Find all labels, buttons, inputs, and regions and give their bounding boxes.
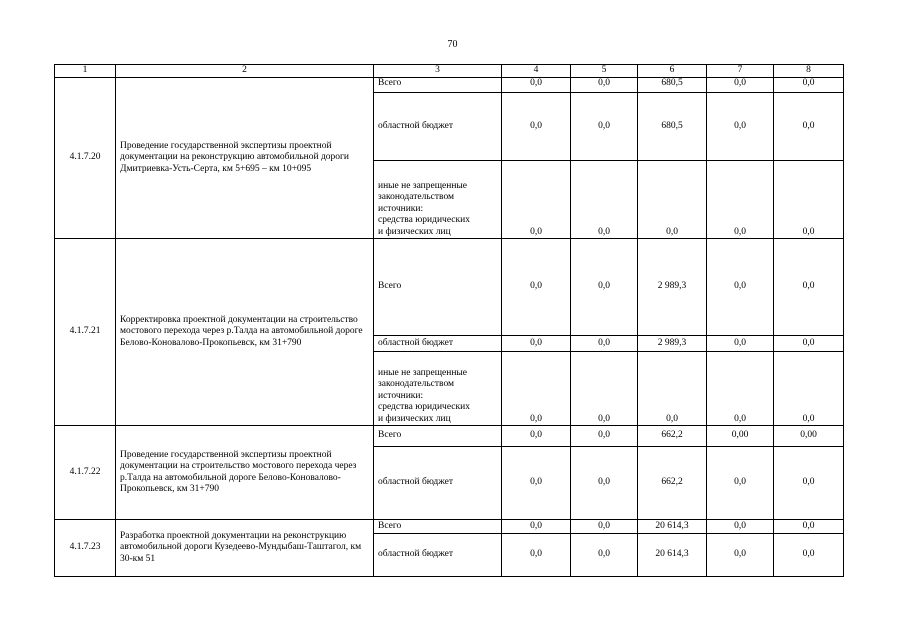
column-header: 5	[571, 65, 638, 78]
column-header: 6	[638, 65, 707, 78]
table-row	[55, 520, 844, 534]
source-line: средства юридических	[378, 402, 470, 413]
row-code: 4.1.7.23	[55, 520, 116, 577]
value-cell: 0,0	[707, 78, 774, 93]
value-cell: 0,0	[502, 426, 571, 447]
value-cell: 0,0	[502, 78, 571, 93]
value-cell: 0,0	[774, 239, 844, 336]
source-cell	[374, 93, 502, 161]
value-cell: 0,0	[571, 447, 638, 520]
source-line: и физических лиц	[378, 413, 451, 424]
column-header: 2	[116, 65, 374, 78]
value-cell: 680,5	[638, 78, 707, 93]
row-name: Проведение государственной экспертизы проектной документации на реконструкцию автомобильной дороги Дмитриевка-Усть-Серта, км 5+695 – км 10+095	[116, 78, 374, 239]
row-name: Проведение государственной экспертизы проектной документации на строительство мостового перехода через р.Талда на автомобильной дороге Белово-Коновалово-Прокопьевск, км 31+790	[116, 426, 374, 520]
value-cell: 0,0	[502, 447, 571, 520]
value-cell: 20 614,3	[638, 534, 707, 577]
table-row	[55, 426, 844, 447]
value-cell: 0,0	[774, 352, 844, 426]
value-cell: 0,0	[571, 161, 638, 239]
value-cell: 0,0	[571, 239, 638, 336]
source-line: законодательством	[378, 379, 455, 390]
column-header: 8	[774, 65, 844, 78]
value-cell: 0,0	[774, 447, 844, 520]
source-line: иные не запрещенные	[378, 181, 468, 192]
value-cell: 2 989,3	[638, 239, 707, 336]
value-cell: 0,0	[502, 93, 571, 161]
value-cell: 0,00	[774, 426, 844, 447]
table-row	[55, 78, 844, 93]
value-cell: 0,0	[774, 520, 844, 534]
row-code: 4.1.7.21	[55, 239, 116, 426]
source-cell	[374, 78, 502, 93]
value-cell: 0,0	[638, 352, 707, 426]
source-cell	[374, 239, 502, 336]
header-row	[55, 65, 844, 78]
value-cell: 0,0	[571, 336, 638, 352]
row-code: 4.1.7.20	[55, 78, 116, 239]
row-code: 4.1.7.22	[55, 426, 116, 520]
source-cell	[374, 336, 502, 352]
column-header: 4	[502, 65, 571, 78]
value-cell: 0,0	[707, 161, 774, 239]
value-cell: 20 614,3	[638, 520, 707, 534]
value-cell: 0,00	[707, 426, 774, 447]
source-line: средства юридических	[378, 215, 470, 226]
source-line: Всего	[378, 281, 402, 292]
source-cell	[374, 534, 502, 577]
value-cell: 0,0	[774, 78, 844, 93]
value-cell: 0,0	[707, 239, 774, 336]
column-header: 7	[707, 65, 774, 78]
value-cell: 662,2	[638, 426, 707, 447]
budget-table	[54, 64, 844, 577]
source-line: источники:	[378, 390, 424, 401]
source-cell	[374, 161, 502, 239]
value-cell: 680,5	[638, 93, 707, 161]
value-cell: 662,2	[638, 447, 707, 520]
source-line: Всего	[378, 78, 402, 88]
value-cell: 0,0	[571, 534, 638, 577]
value-cell: 0,0	[502, 520, 571, 534]
value-cell: 0,0	[707, 520, 774, 534]
value-cell: 0,0	[571, 520, 638, 534]
value-cell: 0,0	[502, 239, 571, 336]
value-cell: 0,0	[707, 352, 774, 426]
source-cell	[374, 520, 502, 534]
value-cell: 0,0	[638, 161, 707, 239]
source-cell	[374, 426, 502, 447]
source-line: иные не запрещенные	[378, 368, 468, 379]
source-line: Всего	[378, 430, 402, 441]
value-cell: 0,0	[571, 93, 638, 161]
source-cell	[374, 447, 502, 520]
value-cell: 0,0	[502, 534, 571, 577]
value-cell: 0,0	[571, 78, 638, 93]
row-name: Корректировка проектной документации на строительство мостового перехода через р.Талда на автомобильной дороге Белово-Коновалово-Прокопьевск, км 31+790	[116, 239, 374, 426]
table-row	[55, 239, 844, 336]
value-cell: 0,0	[707, 93, 774, 161]
value-cell: 0,0	[707, 336, 774, 352]
source-cell	[374, 352, 502, 426]
source-line: законодательством	[378, 192, 455, 203]
source-line: источники:	[378, 203, 424, 214]
source-line: областной бюджет	[378, 477, 454, 488]
row-name: Разработка проектной документации на реконструкцию автомобильной дороги Кузедеево-Мундыбаш-Таштагол, км 30-км 51	[116, 520, 374, 577]
value-cell: 0,0	[774, 161, 844, 239]
value-cell: 0,0	[774, 336, 844, 352]
source-line: Всего	[378, 520, 402, 531]
value-cell: 0,0	[502, 352, 571, 426]
source-line: областной бюджет	[378, 549, 454, 560]
column-header: 1	[55, 65, 116, 78]
source-line: и физических лиц	[378, 226, 451, 237]
source-line: областной бюджет	[378, 120, 454, 131]
value-cell: 2 989,3	[638, 336, 707, 352]
value-cell: 0,0	[502, 161, 571, 239]
value-cell: 0,0	[707, 447, 774, 520]
value-cell: 0,0	[571, 352, 638, 426]
value-cell: 0,0	[774, 93, 844, 161]
page-number: 70	[447, 39, 458, 50]
value-cell: 0,0	[707, 534, 774, 577]
source-line: областной бюджет	[378, 337, 454, 348]
column-header: 3	[374, 65, 502, 78]
value-cell: 0,0	[571, 426, 638, 447]
value-cell: 0,0	[774, 534, 844, 577]
value-cell: 0,0	[502, 336, 571, 352]
